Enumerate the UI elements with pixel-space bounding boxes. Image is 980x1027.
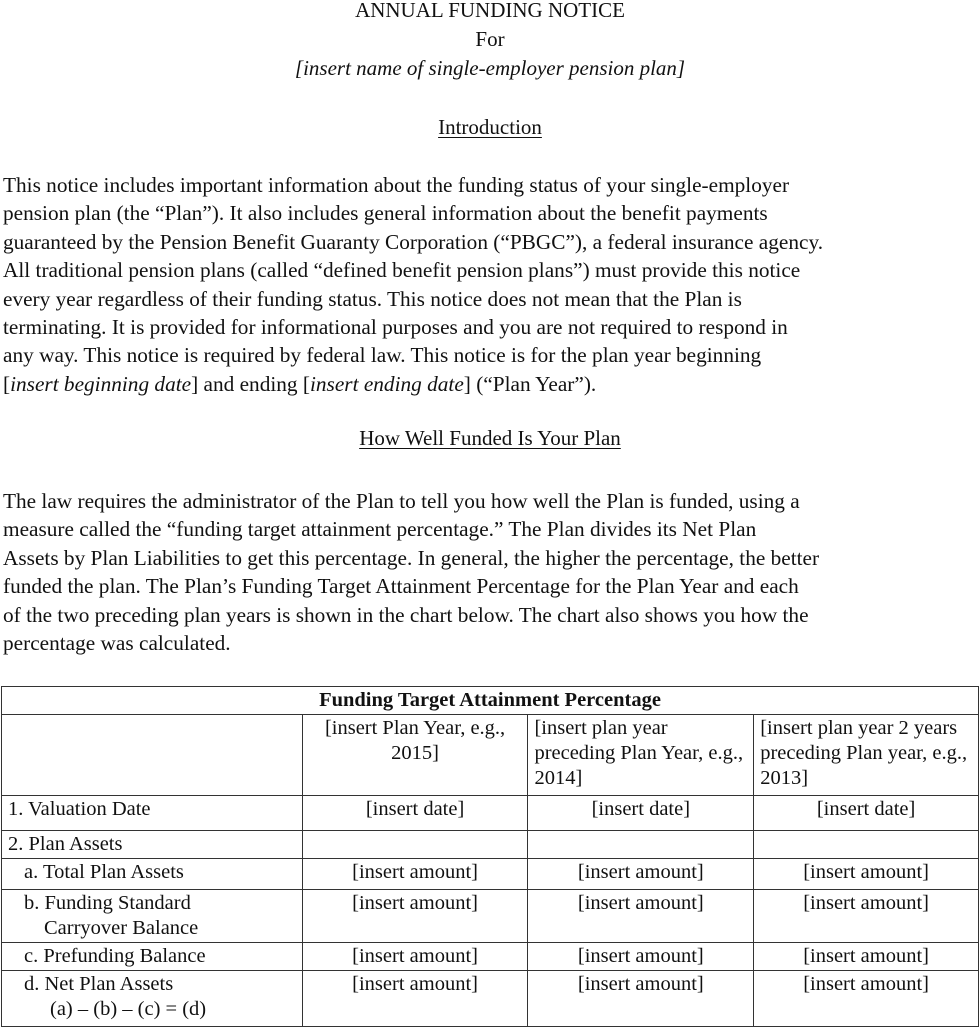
paragraph-line [3,572,980,600]
column-header: [insert plan year preceding Plan Year, e.g., 2014] [528,715,754,796]
cell: [insert date] [528,796,754,831]
cell: [insert amount] [528,859,754,890]
paragraph-line [3,171,980,199]
cell: [insert amount] [302,943,528,971]
text-segment: ] and ending [ [191,371,310,396]
text-segment: Assets by Plan Liabilities to get this percentage. In general, the higher the percentage, the better [3,545,820,570]
table-row [2,971,979,1027]
row-label-continued: Carryover Balance [44,917,199,939]
cell: [insert amount] [754,943,979,971]
row-label: c. Prefunding Balance [2,943,303,971]
paragraph-line [3,285,980,313]
text-segment: every year regardless of their funding status. This notice does not mean that the Plan is [3,286,742,311]
funding-heading: How Well Funded Is Your Plan [359,426,621,450]
cell: [insert amount] [302,971,528,1027]
cell: [insert date] [754,796,979,831]
cell: [insert amount] [302,890,528,943]
paragraph-line [3,544,980,572]
table-title: Funding Target Attainment Percentage [2,687,979,715]
paragraph-line [3,629,980,657]
text-segment: [ [3,371,11,396]
cell [302,831,528,859]
text-segment: of the two preceding plan years is shown in the chart below. The chart also shows you how the [3,602,809,627]
cell: [insert amount] [754,971,979,1027]
cell: [insert amount] [754,890,979,943]
cell [754,831,979,859]
funding-paragraph [3,487,980,657]
plan-name-placeholder: [insert name of single-employer pension plan] [294,56,686,80]
row-label: d. Net Plan Assets [24,973,174,995]
row-label: 2. Plan Assets [2,831,303,859]
notice-title: ANNUAL FUNDING NOTICE [355,0,625,22]
paragraph-line [3,228,980,256]
cell: [insert amount] [528,890,754,943]
table-row [2,796,979,831]
paragraph-line [3,515,980,543]
paragraph-line [3,313,980,341]
introduction-heading: Introduction [438,115,542,139]
paragraph-line [3,341,980,369]
text-segment: guaranteed by the Pension Benefit Guaranty Corporation (“PBGC”), a federal insurance agency. [3,229,824,254]
funding-target-table [1,686,979,1027]
table-row [2,943,979,971]
introduction-paragraph [3,171,980,398]
column-header: [insert Plan Year, e.g., 2015] [302,715,528,796]
row-label: b. Funding Standard [24,892,191,914]
cell: [insert amount] [302,859,528,890]
cell: [insert date] [302,796,528,831]
paragraph-line [3,256,980,284]
empty-header-cell [2,715,303,796]
cell: [insert amount] [528,971,754,1027]
row-label: 1. Valuation Date [2,796,303,831]
table-row [2,890,979,943]
text-segment: pension plan (the “Plan”). It also includes general information about the benefit payments [3,201,768,226]
paragraph-line [3,199,980,227]
text-segment: ] (“Plan Year”). [463,371,597,396]
text-segment: funded the plan. The Plan’s Funding Target Attainment Percentage for the Plan Year and each [3,574,799,599]
cell [528,831,754,859]
placeholder-text: insert beginning date [10,371,192,396]
column-header: [insert plan year 2 years preceding Plan year, e.g., 2013] [754,715,979,796]
for-label: For [475,27,505,51]
paragraph-line [3,601,980,629]
cell: [insert amount] [528,943,754,971]
text-segment: All traditional pension plans (called “defined benefit pension plans”) must provide this notice [3,258,801,283]
table-row [2,859,979,890]
text-segment: This notice includes important information about the funding status of your single-employer [3,173,790,197]
placeholder-text: insert ending date [309,371,464,396]
row-label-formula: (a) – (b) – (c) = (d) [50,998,207,1020]
text-segment: measure called the “funding target attainment percentage.” The Plan divides its Net Plan [3,517,757,542]
row-label: a. Total Plan Assets [2,859,303,890]
paragraph-line [3,370,980,398]
text-segment: any way. This notice is required by federal law. This notice is for the plan year beginning [3,343,762,368]
cell: [insert amount] [754,859,979,890]
text-segment: The law requires the administrator of the Plan to tell you how well the Plan is funded, using a [3,489,800,513]
paragraph-line [3,487,980,515]
table-row [2,831,979,859]
text-segment: terminating. It is provided for informational purposes and you are not required to respond in [3,314,788,339]
text-segment: percentage was calculated. [3,630,231,655]
